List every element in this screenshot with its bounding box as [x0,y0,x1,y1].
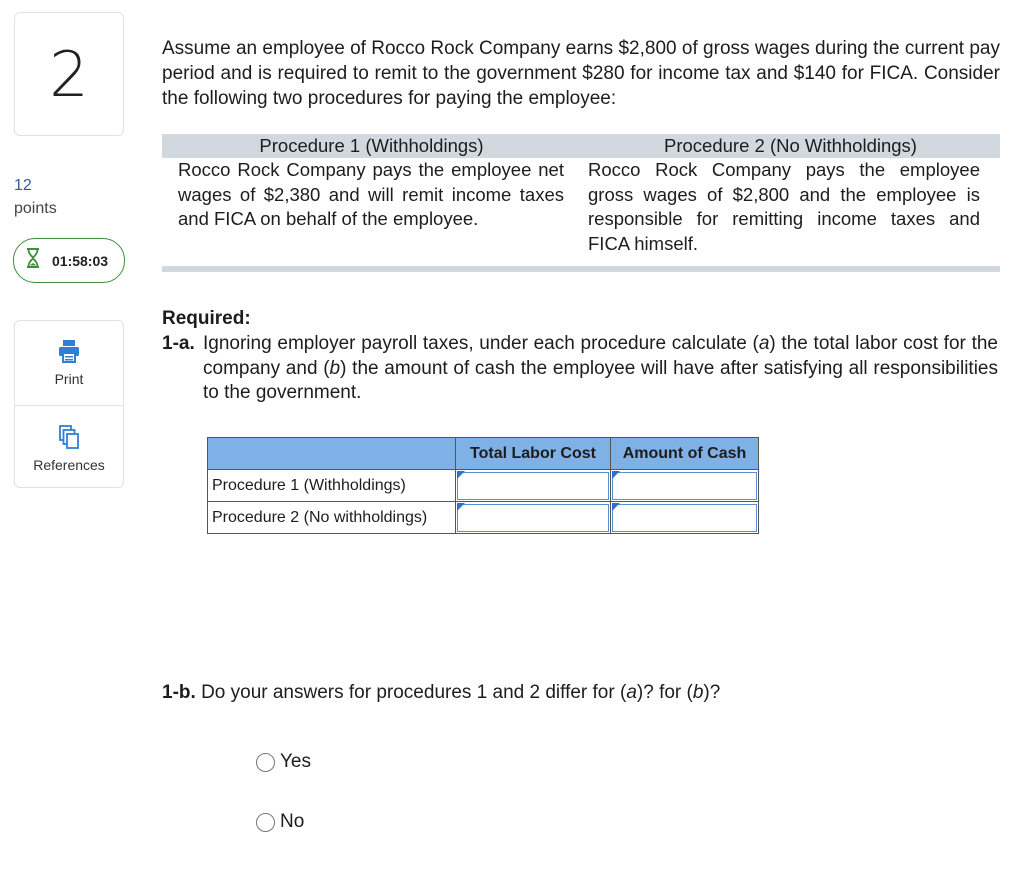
timer-badge[interactable] [13,238,125,283]
input-marker-icon [612,471,620,479]
req-a-text-part: Ignoring employer payroll taxes, under each procedure calculate ( [203,333,759,354]
answer-table [207,437,759,534]
print-label: Print [54,371,84,387]
option-yes-label: Yes [280,751,311,772]
question-number: 2 [49,37,89,111]
req-b-text-part: )? [703,682,721,703]
tools-divider [15,405,123,406]
procedure-2-labor-cost-input[interactable] [457,504,609,532]
procedure-1-labor-cost-cell [456,470,611,502]
option-no[interactable] [256,811,304,833]
req-b-italic-a: a [626,682,637,703]
table-row [208,502,759,534]
header-blank-cell [208,438,456,470]
req-b-text-part: Do your answers for procedures 1 and 2 differ for ( [201,682,627,703]
procedure-header [162,134,1000,158]
question-number-box [14,12,124,136]
requirement-1a-text [203,332,998,406]
question-text: Assume an employee of Rocco Rock Company earns $2,800 of gross wages during the current pay period and is required to remit to the government $280 for income tax and $140 for FICA. Consider the following two procedures for paying the employee: [162,38,1000,109]
documents-icon [15,425,123,452]
references-button[interactable] [15,425,123,485]
input-marker-icon [457,471,465,479]
procedure-2-title: Procedure 2 (No Withholdings) [664,135,917,156]
input-marker-icon [612,503,620,511]
requirement-1b [162,681,720,705]
procedure-2-cash-cell [611,502,759,534]
req-a-italic-b: b [329,357,341,379]
timer-text: 01:58:03 [52,252,109,269]
print-button[interactable] [15,339,123,403]
req-b-italic-b: b [692,682,704,703]
header-total-labor-cost: Total Labor Cost [456,438,611,470]
requirement-1b-label: 1-b. [162,682,196,703]
tools-panel [14,320,124,488]
row-label: Procedure 1 (Withholdings) [208,470,456,502]
answer-table-header [208,438,759,470]
printer-icon [15,339,123,366]
header-amount-of-cash: Amount of Cash [611,438,759,470]
radio-yes[interactable] [256,753,275,772]
requirement-1a-label: 1-a. [162,333,195,354]
input-marker-icon [457,503,465,511]
points-value: 12 [14,177,32,194]
procedure-2-labor-cost-cell [456,502,611,534]
procedure-1-labor-cost-input[interactable] [457,472,609,500]
required-heading: Required: [162,308,251,329]
references-label: References [33,457,105,473]
procedure-divider [162,266,1000,272]
row-label: Procedure 2 (No withholdings) [208,502,456,534]
points-display [14,174,57,220]
option-yes[interactable] [256,751,311,773]
req-a-text-part: ) the amount of cash the employee will have after satisfying all responsibilities to the government. [203,357,998,403]
req-a-text-part: ) the total labor cost for the company and ( [203,333,998,379]
option-no-label: No [280,811,305,832]
procedure-1-cash-input[interactable] [612,472,757,500]
procedure-1-cash-cell [611,470,759,502]
hourglass-icon [26,248,40,273]
table-row [208,470,759,502]
procedure-2-text: Rocco Rock Company pays the employee gross wages of $2,800 and the employee is responsible for remitting income taxes and FICA himself. [588,159,980,254]
requirement-1b-text [201,682,720,703]
procedure-1-title: Procedure 1 (Withholdings) [259,135,484,156]
points-label: points [14,200,57,217]
req-b-text-part: )? for ( [636,682,693,703]
procedure-1-text: Rocco Rock Company pays the employee net wages of $2,380 and will remit income taxes and FICA on behalf of the employee. [178,159,564,229]
req-a-italic-a: a [758,333,770,354]
radio-no[interactable] [256,813,275,832]
procedure-2-cash-input[interactable] [612,504,757,532]
